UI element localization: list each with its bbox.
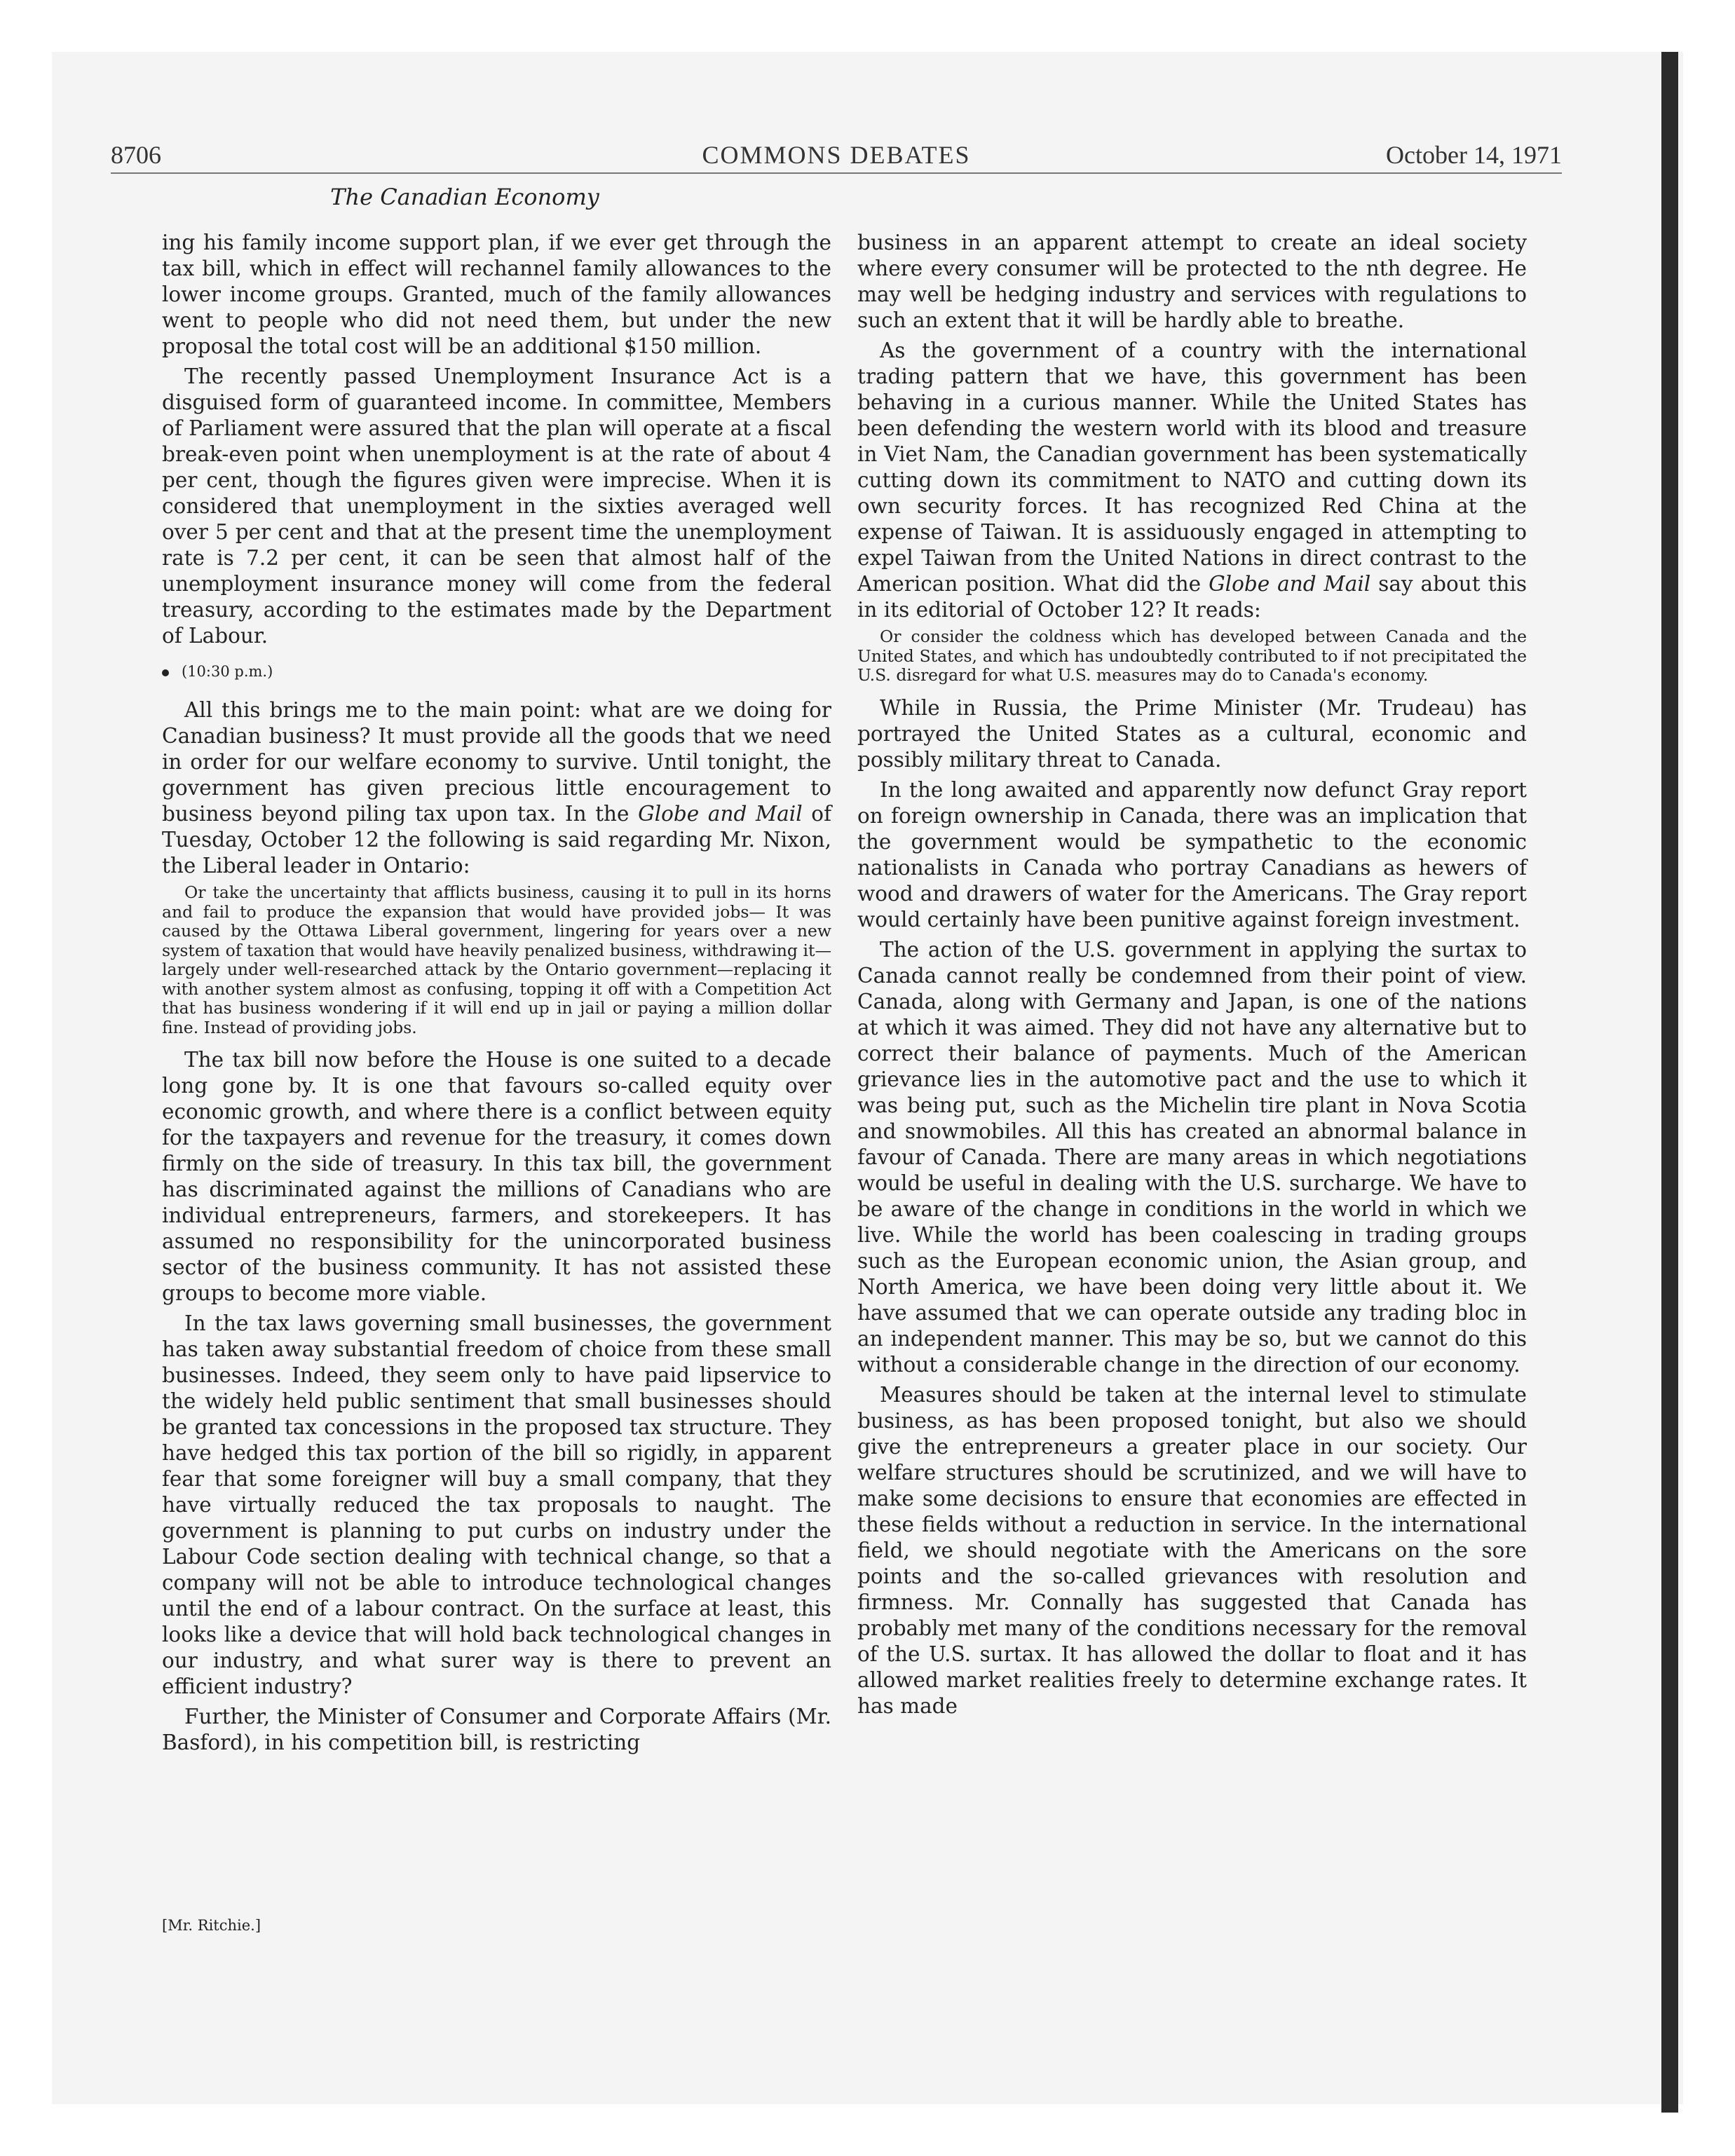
page-number: 8706	[111, 141, 161, 169]
paragraph: The action of the U.S. government in applying the surtax to Canada cannot really be condemned from their point of view. Canada, along with Germany and Japan, is one of the nations at which it was aimed. They did not have any alternative but to correct their balance of payments. Much of the American grievance lies in the automotive pact and the use to which it was being put, such as the Michelin tire plant in Nova Scotia and snowmobiles. All this has created an abnormal balance in favour of Canada. There are many areas in which negotiations would be useful in dealing with the U.S. surcharge. We have to be aware of the change in conditions in the world in which we live. While the world has been coalescing in trading groups such as the European economic union, the Asian group, and North America, we have been doing very little about it. We have assumed that we can operate outside any trading bloc in an independent manner. This may be so, but we cannot do this without a considerable change in the direction of our economy.	[857, 937, 1527, 1377]
right-column	[857, 230, 1527, 1724]
paragraph: The recently passed Unemployment Insurance Act is a disguised form of guaranteed income. In committee, Members of Parliament were assured that the plan will operate at a fiscal break-even point when unemployment is at the rate of about 4 per cent, though the figures given were imprecise. When it is considered that unemployment in the sixties averaged well over 5 per cent and that at the present time the unemployment rate is 7.2 per cent, it can be seen that almost half of the unemployment insurance money will come from the federal treasury, according to the estimates made by the Department of Labour.	[162, 364, 831, 648]
publication-title: COMMONS DEBATES	[702, 141, 971, 169]
paragraph: While in Russia, the Prime Minister (Mr. Trudeau) has portrayed the United States as a cultural, economic and possibly military threat to Canada.	[857, 695, 1527, 772]
paragraph	[857, 338, 1527, 623]
page-header	[111, 140, 1562, 174]
block-quote: Or consider the coldness which has developed between Canada and the United States, and which has undoubtedly contributed to if not precipitated the U.S. disregard for what U.S. measures may do to Canada's economy.	[857, 627, 1527, 685]
paragraph-text: As the government of a country with the international trading pattern that we have, this government has been behaving in a curious manner. While the United States has been defending the western world with its blood and treasure in Viet Nam, the Canadian government has been systematically cutting down its commitment to NATO and cutting down its own security forces. It has recognized Red China at the expense of Taiwan. It is assiduously engaged in attempting to expel Taiwan from the United Nations in direct contrast to the American position. What did the	[857, 339, 1527, 596]
scan-edge-bar	[1661, 52, 1678, 2113]
paragraph: Further, the Minister of Consumer and Corporate Affairs (Mr. Basford), in his competition bill, is restricting	[162, 1705, 831, 1754]
paragraph: In the long awaited and apparently now defunct Gray report on foreign ownership in Canada, there was an implication that the government would be sympathetic to the economic nationalists in Canada who portray Canadians as hewers of wood and drawers of water for the Americans. The Gray report would certainly have been punitive against foreign investment.	[857, 777, 1527, 932]
time-marker-text: (10:30 p.m.)	[182, 663, 273, 680]
newspaper-name: Globe and Mail	[1209, 572, 1371, 596]
paragraph: Measures should be taken at the internal level to stimulate business, as has been proposed tonight, but also we should give the entrepreneurs a greater place in our society. Our welfare structures should be scrutinized, and we will have to make some decisions to ensure that economies are effected in these fields without a reduction in service. In the international field, we should negotiate with the Americans on the sore points and the so-called grievances with resolution and firmness. Mr. Connally has suggested that Canada has probably met many of the conditions necessary for the removal of the U.S. surtax. It has allowed the dollar to float and it has allowed market realities freely to determine exchange rates. It has made	[857, 1382, 1527, 1718]
bullet-icon	[162, 669, 169, 676]
newspaper-name: Globe and Mail	[638, 802, 803, 826]
paragraph: business in an apparent attempt to create an ideal society where every consumer will be protected to the nth degree. He may well be hedging industry and services with regulations to such an extent that it will be hardly able to breathe.	[857, 231, 1527, 332]
section-title: The Canadian Economy	[330, 184, 599, 210]
publication-date: October 14, 1971	[1386, 141, 1562, 169]
paragraph: The tax bill now before the House is one suited to a decade long gone by. It is one that favours so-called equity over economic growth, and where there is a conflict between equity for the taxpayers and revenue for the treasury, it comes down firmly on the side of treasury. In this tax bill, the government has discriminated against the millions of Canadians who are individual entrepreneurs, farmers, and storekeepers. It has assumed no responsibility for the unincorporated business sector of the business community. It has not assisted these groups to become more viable.	[162, 1048, 831, 1305]
paragraph-text: say about this in its editorial of October 12? It reads:	[857, 572, 1527, 622]
paragraph: ing his family income support plan, if we ever get through the tax bill, which in effect will rechannel family allowances to the lower income groups. Granted, much of the family allowances went to people who did not need them, but under the new proposal the total cost will be an additional $150 million.	[162, 231, 831, 358]
time-marker	[162, 659, 831, 685]
left-column	[162, 230, 831, 1760]
paragraph-text: All this brings me to the main point: what are we doing for Canadian business? It must provide all the goods that we need in order for our welfare economy to survive. Until tonight, the government has given precious little encouragement to business beyond piling tax upon tax. In the	[162, 698, 831, 826]
paragraph	[162, 697, 831, 879]
speaker-attribution: [Mr. Ritchie.]	[162, 1917, 261, 1934]
paragraph-text: of Tuesday, October 12 the following is said regarding Mr. Nixon, the Liberal leader in Ontario:	[162, 802, 831, 878]
paragraph: In the tax laws governing small businesses, the government has taken away substantial freedom of choice from these small businesses. Indeed, they seem only to have paid lipservice to the widely held public sentiment that small businesses should be granted tax concessions in the proposed tax structure. They have hedged this tax portion of the bill so rigidly, in apparent fear that some foreigner will buy a small company, that they have virtually reduced the tax proposals to naught. The government is planning to put curbs on industry under the Labour Code section dealing with technical change, so that a company will not be able to introduce technological changes until the end of a labour contract. On the surface at least, this looks like a device that will hold back technological changes in our industry, and what surer way is there to prevent an efficient industry?	[162, 1311, 831, 1698]
block-quote: Or take the uncertainty that afflicts business, causing it to pull in its horns and fail to produce the expansion that would have provided jobs— It was caused by the Ottawa Liberal government, lingering for years over a new system of taxation that would have heavily penalized business, withdrawing it—largely under well-researched attack by the Ontario government—replacing it with another system almost as confusing, topping it off with a Competition Act that has business wondering if it will end up in jail or paying a million dollar fine. Instead of providing jobs.	[162, 882, 831, 1037]
